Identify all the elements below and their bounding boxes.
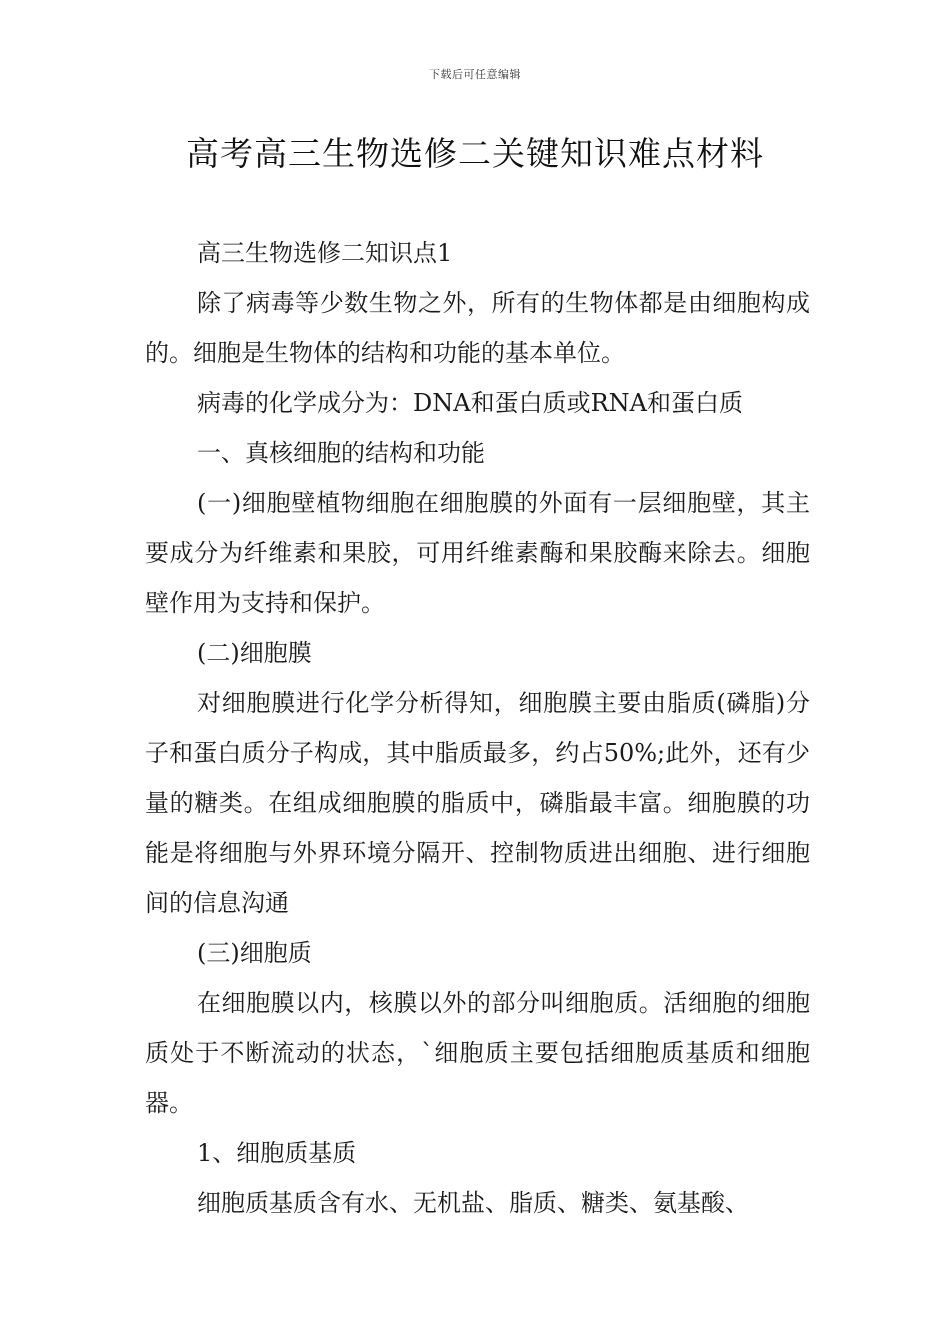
paragraph-cytosol-heading: 1、细胞质基质 xyxy=(197,1139,357,1167)
paragraph-cytoplasm-heading: (三)细胞质 xyxy=(197,939,312,967)
paragraph-section-heading: 高三生物选修二知识点1 xyxy=(197,239,453,267)
header-note: 下载后可任意编辑 xyxy=(429,68,521,81)
paragraph-eukaryotic-heading: 一、真核细胞的结构和功能 xyxy=(197,439,485,467)
paragraph-cell-membrane: 对细胞膜进行化学分析得知，细胞膜主要由脂质(磷脂)分子和蛋白质分子构成，其中脂质最多，约占50%;此外，还有少量的糖类。在组成细胞膜的脂质中，磷脂最丰富。细胞膜的功能是将细胞与外界环境分隔开、控制物质进出细胞、进行细胞间的信息沟通 xyxy=(145,689,810,917)
paragraph-cytosol: 细胞质基质含有水、无机盐、脂质、糖类、氨基酸、 xyxy=(197,1189,749,1217)
paragraph-cytoplasm: 在细胞膜以内，核膜以外的部分叫细胞质。活细胞的细胞质处于不断流动的状态，`细胞质主要包括细胞质基质和细胞器。 xyxy=(145,989,810,1117)
paragraph-cell-membrane-heading: (二)细胞膜 xyxy=(197,639,312,667)
paragraph-virus-composition: 病毒的化学成分为：DNA和蛋白质或RNA和蛋白质 xyxy=(197,389,743,417)
document-title: 高考高三生物选修二关键知识难点材料 xyxy=(186,134,764,173)
paragraph-cell-wall: (一)细胞壁植物细胞在细胞膜的外面有一层细胞壁，其主要成分为纤维素和果胶，可用纤维素酶和果胶酶来除去。细胞壁作用为支持和保护。 xyxy=(145,489,810,617)
document-body xyxy=(145,228,810,1228)
paragraph-cell-intro: 除了病毒等少数生物之外，所有的生物体都是由细胞构成的。细胞是生物体的结构和功能的基本单位。 xyxy=(145,289,810,367)
